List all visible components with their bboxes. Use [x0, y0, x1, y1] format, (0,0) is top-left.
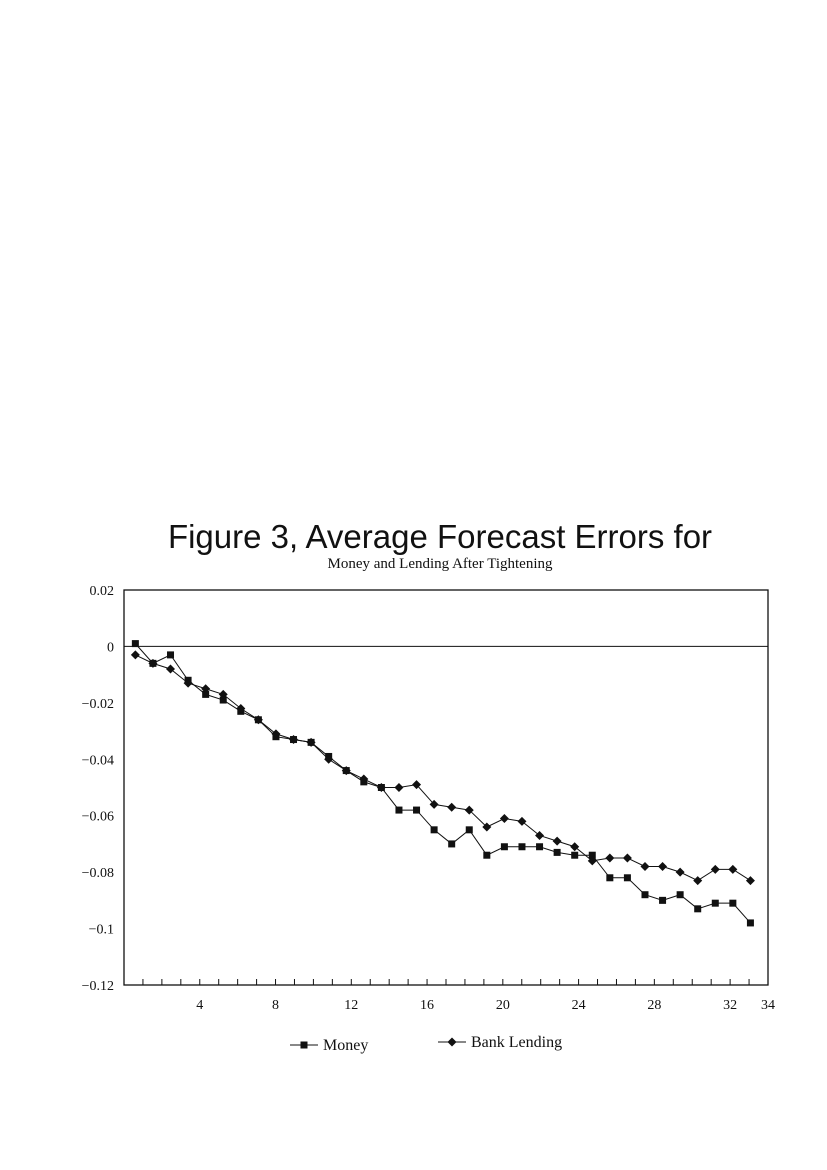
x-tick-label: 32 — [723, 998, 738, 1013]
legend-label: Bank Lending — [471, 1034, 563, 1051]
money-point — [501, 843, 508, 850]
x-tick-label: 12 — [344, 998, 359, 1013]
bank-lending-point — [640, 862, 649, 871]
money-point — [641, 891, 648, 898]
x-tick-label: 20 — [495, 998, 510, 1013]
bank-lending-point — [711, 865, 720, 874]
x-tick-label: 24 — [571, 998, 586, 1013]
y-tick-label: 0 — [107, 640, 114, 656]
bank-lending-point — [728, 865, 737, 874]
money-point — [606, 874, 613, 881]
money-point — [466, 826, 473, 833]
money-point — [518, 843, 525, 850]
x-tick-label: 34 — [761, 998, 775, 1013]
legend-square-marker — [301, 1042, 308, 1049]
y-tick-label: −0.12 — [81, 979, 114, 994]
chart-axes — [124, 590, 768, 985]
money-point — [571, 852, 578, 859]
money-point — [729, 900, 736, 907]
x-axis-ticks — [143, 979, 775, 1013]
legend-item — [290, 1037, 368, 1054]
money-point — [554, 849, 561, 856]
series-money — [132, 640, 754, 926]
money-point — [536, 843, 543, 850]
bank-lending-point — [131, 650, 140, 659]
y-tick-label: −0.04 — [81, 753, 114, 769]
x-tick-label: 8 — [272, 998, 280, 1013]
money-point — [659, 897, 666, 904]
money-point — [712, 900, 719, 907]
plot-frame — [124, 590, 768, 985]
y-tick-label: −0.1 — [88, 922, 114, 938]
x-tick-label: 28 — [647, 998, 662, 1013]
money-point — [483, 852, 490, 859]
x-tick-label: 4 — [196, 998, 204, 1013]
money-point — [413, 807, 420, 814]
money-point — [677, 891, 684, 898]
series-line — [135, 655, 750, 881]
y-axis-ticks — [82, 584, 114, 994]
chart-series — [131, 640, 755, 926]
money-point — [694, 905, 701, 912]
money-point — [395, 807, 402, 814]
money-point — [431, 826, 438, 833]
money-point — [132, 640, 139, 647]
money-point — [448, 840, 455, 847]
series-line — [135, 644, 750, 923]
y-tick-label: −0.06 — [81, 809, 114, 825]
bank-lending-point — [693, 876, 702, 885]
legend-label: Money — [323, 1037, 369, 1054]
bank-lending-point — [394, 783, 403, 792]
y-tick-label: 0.02 — [89, 584, 114, 599]
money-point — [747, 919, 754, 926]
bank-lending-point — [447, 803, 456, 812]
legend-diamond-marker — [448, 1038, 457, 1047]
bank-lending-point — [746, 876, 755, 885]
bank-lending-point — [658, 862, 667, 871]
chart-legend — [290, 1034, 562, 1054]
money-point — [167, 651, 174, 658]
bank-lending-point — [676, 868, 685, 877]
legend-item — [438, 1034, 562, 1051]
x-tick-label: 16 — [420, 998, 435, 1013]
y-tick-label: −0.02 — [81, 696, 114, 712]
bank-lending-point — [553, 837, 562, 846]
bank-lending-point — [623, 854, 632, 863]
chart-title: Figure 3, Average Forecast Errors for — [167, 518, 713, 555]
bank-lending-point — [605, 854, 614, 863]
bank-lending-point — [500, 814, 509, 823]
y-tick-label: −0.08 — [81, 866, 114, 882]
series-bank-lending — [131, 650, 755, 885]
chart-subtitle: Money and Lending After Tightening — [327, 556, 553, 572]
money-point — [624, 874, 631, 881]
